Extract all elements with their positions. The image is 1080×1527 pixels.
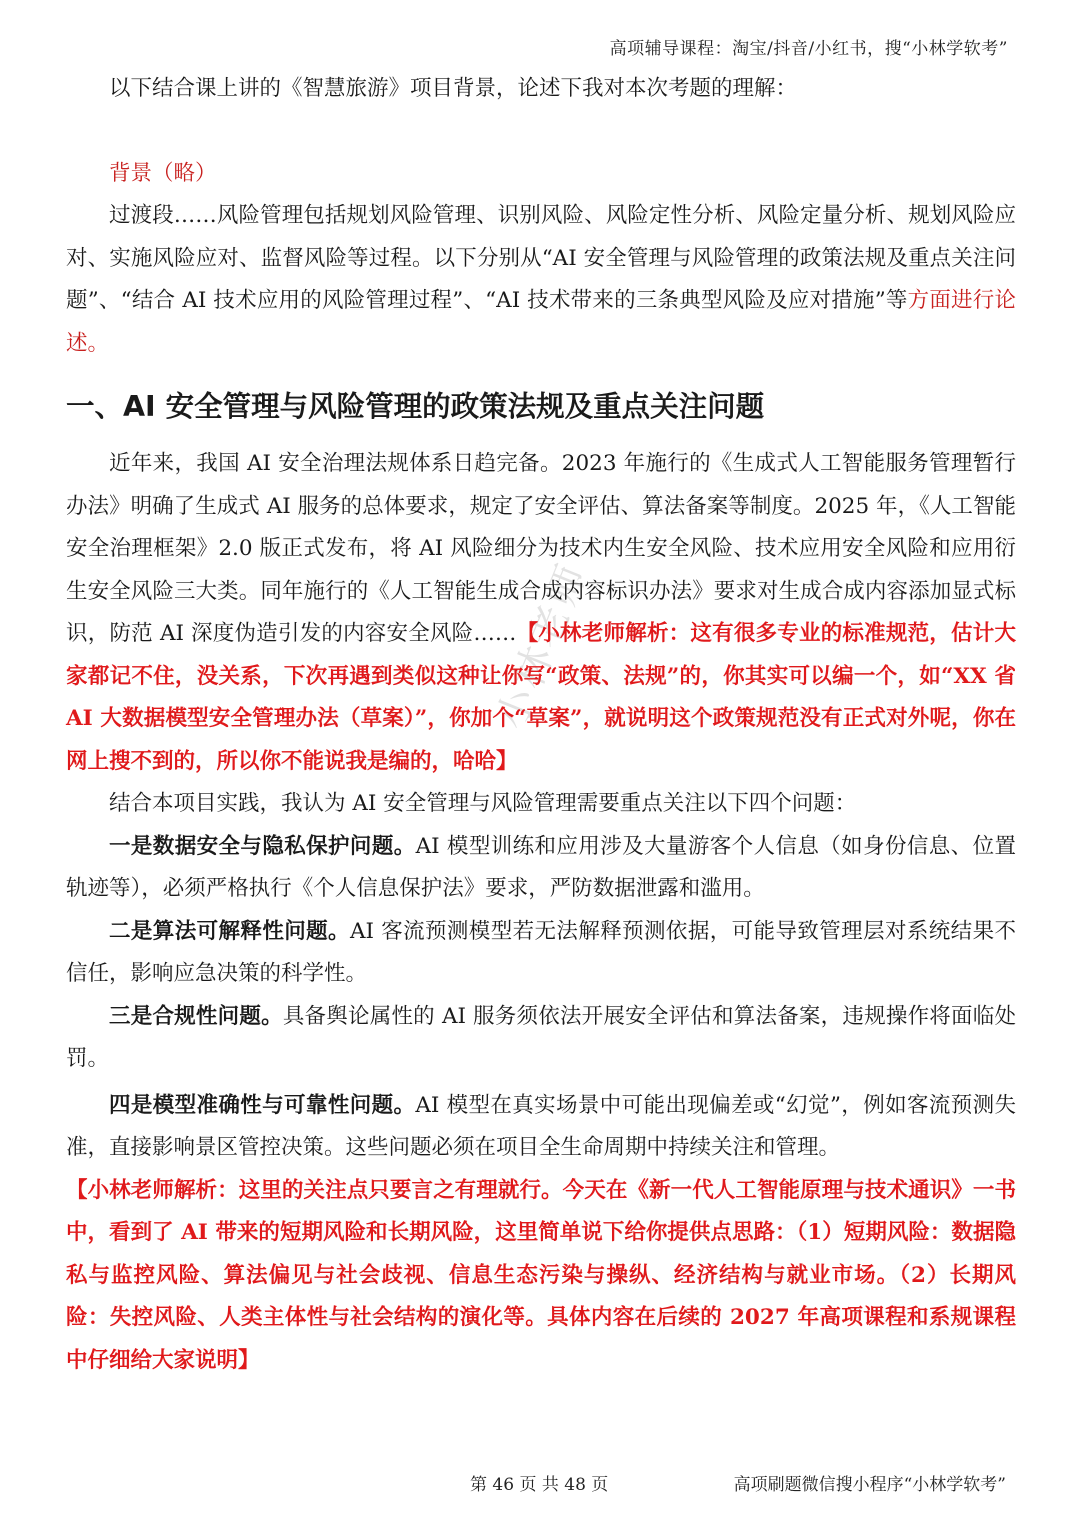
- transition-paragraph: [66, 195, 1016, 365]
- focus-item-2-text: AI 客流预测模型若无法解释预测依据，可能导致管理层对系统结果不信任，影响应急决策的科学性。: [66, 918, 1016, 986]
- policy-text: 近年来，我国 AI 安全治理法规体系日趋完备。2023 年施行的《生成式人工智能服务管理暂行办法》明确了生成式 AI 服务的总体要求，规定了安全评估、算法备案等制度。2025 年，《人工智能安全治理框架》2.0 版正式发布，将 AI 风险细分为技术内生安全风险、技术应用安全风险和应用衍生安全风险三大类。同年施行的《人工智能生成合成内容标识办法》要求对生成合成内容添加显式标识，防范 AI 深度伪造引发的内容安全风险……: [66, 451, 1016, 646]
- focus-item-1-lead: 一是数据安全与隐私保护问题。: [109, 833, 416, 859]
- transition-red-tail: 方面进行论述。: [66, 288, 1016, 356]
- focus-item-3-lead: 三是合规性问题。: [109, 1003, 283, 1029]
- focus-item-1-text: AI 模型训练和应用涉及大量游客个人信息（如身份信息、位置轨迹等），必须严格执行《个人信息保护法》要求，严防数据泄露和滥用。: [66, 833, 1016, 901]
- focus-item-1: [66, 826, 1016, 911]
- focus-item-4-text: AI 模型在真实场景中可能出现偏差或“幻觉”，例如客流预测失准，直接影响景区管控决策。这些问题必须在项目全生命周期中持续关注和管理。: [66, 1092, 1016, 1160]
- policy-paragraph: [66, 443, 1016, 783]
- section-heading: 一、AI 安全管理与风险管理的政策法规及重点关注问题: [66, 390, 765, 423]
- focus-item-4: [66, 1085, 1016, 1170]
- teacher-note-2: 【小林老师解析：这里的关注点只要言之有理就行。今天在《新一代人工智能原理与技术通识》一书中，看到了 AI 带来的短期风险和长期风险，这里简单说下给你提供点思路：（1）短期风险：数据隐私与监控风险、算法偏见与社会歧视、信息生态污染与操纵、经济结构与就业市场。（2）长期风险：失控风险、人类主体性与社会结构的演化等。具体内容在后续的 2027 年高项课程和系规课程中仔细给大家说明】: [66, 1177, 1016, 1373]
- focus-item-4-lead: 四是模型准确性与可靠性问题。: [109, 1092, 416, 1118]
- page-number: 第 46 页 共 48 页: [470, 1475, 609, 1495]
- page-header: 高项辅导课程：淘宝/抖音/小红书，搜“小林学软考”: [609, 39, 1008, 59]
- teacher-note-1: 【小林老师解析：这有很多专业的标准规范，估计大家都记不住，没关系，下次再遇到类似这种让你写“政策、法规”的，你其实可以编一个，如“XX 省 AI 大数据模型安全管理办法（草案）”，你加个“草案”，就说明这个政策规范没有正式对外呢，你在网上搜不到的，所以你不能说我是编的，哈哈】: [66, 621, 1016, 774]
- background-label: 背景（略）: [109, 160, 217, 186]
- transition-text: 过渡段……风险管理包括规划风险管理、识别风险、风险定性分析、风险定量分析、规划风险应对、实施风险应对、监督风险等过程。以下分别从“AI 安全管理与风险管理的政策法规及重点关注问题”、“结合 AI 技术应用的风险管理过程”、“AI 技术带来的三条典型风险及应对措施”等: [66, 203, 1016, 313]
- intro-paragraph: 以下结合课上讲的《智慧旅游》项目背景，论述下我对本次考题的理解：: [109, 76, 798, 101]
- document-body: [66, 68, 1016, 1382]
- focus-intro: 结合本项目实践，我认为 AI 安全管理与风险管理需要重点关注以下四个问题：: [109, 791, 857, 816]
- focus-item-2: [66, 911, 1016, 996]
- focus-item-2-lead: 二是算法可解释性问题。: [109, 918, 350, 944]
- footer-promo: 高项刷题微信搜小程序“小林学软考”: [733, 1475, 1006, 1495]
- focus-item-3: [66, 996, 1016, 1081]
- watermark: 小林老师: [488, 555, 597, 736]
- focus-item-3-text: 具备舆论属性的 AI 服务须依法开展安全评估和算法备案，违规操作将面临处罚。: [66, 1003, 1016, 1071]
